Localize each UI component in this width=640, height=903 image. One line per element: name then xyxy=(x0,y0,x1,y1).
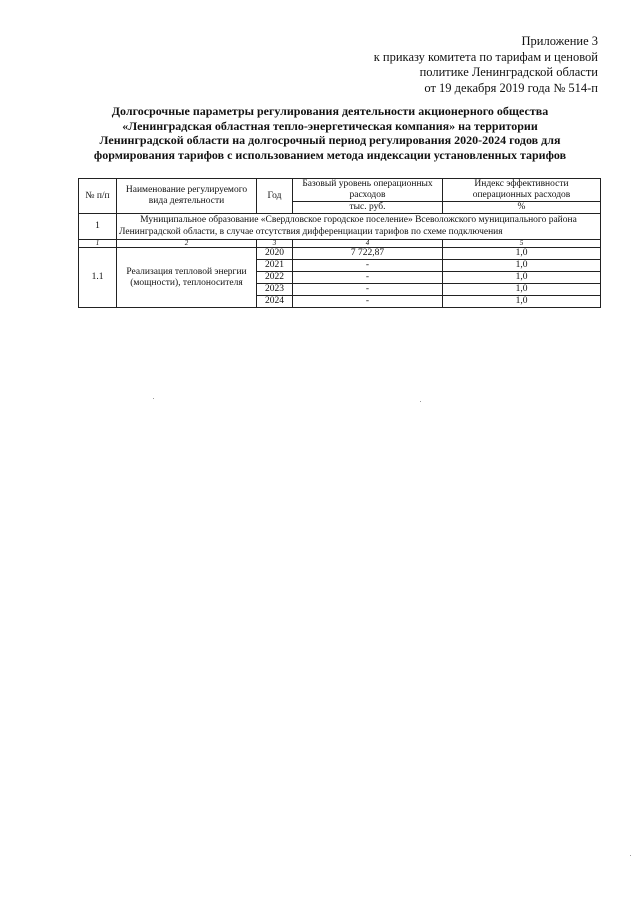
title-line: «Ленинградская областная тепло-энергетическая компания» на территории xyxy=(122,118,538,133)
efficiency-index-cell: 1,0 xyxy=(443,284,601,296)
efficiency-index-cell: 1,0 xyxy=(443,248,601,260)
header-year: Год xyxy=(257,179,293,214)
column-number: 3 xyxy=(257,240,293,248)
base-level-cell: - xyxy=(293,296,443,308)
appendix-line: к приказу комитета по тарифам и ценовой xyxy=(373,49,598,64)
municipality-text: Муниципальное образование «Свердловское городское поселение» Всеволожского муниципального района Ленинградской области, в случае отсутствия дифференциации тарифов по схеме подключения xyxy=(117,214,601,240)
base-level-cell: - xyxy=(293,272,443,284)
municipality-num: 1 xyxy=(79,214,117,240)
year-cell: 2024 xyxy=(257,296,293,308)
base-level-cell: - xyxy=(293,260,443,272)
column-number: 5 xyxy=(443,240,601,248)
title-line: Ленинградской области на долгосрочный период регулирования 2020-2024 годов для xyxy=(99,133,561,148)
header-num: № п/п xyxy=(79,179,117,214)
appendix-line: политике Ленинградской области xyxy=(419,65,598,79)
municipality-row xyxy=(79,214,601,240)
document-title xyxy=(60,104,600,162)
year-cell: 2020 xyxy=(257,248,293,260)
title-line: Долгосрочные параметры регулирования деятельности акционерного общества xyxy=(111,104,549,118)
column-number: 1 xyxy=(79,240,117,248)
unit-efficiency-index: % xyxy=(443,202,601,214)
table-row xyxy=(79,248,601,260)
scan-speck xyxy=(420,401,421,402)
efficiency-index-cell: 1,0 xyxy=(443,296,601,308)
year-cell: 2023 xyxy=(257,284,293,296)
appendix-note xyxy=(308,34,598,96)
base-level-cell: 7 722,87 xyxy=(293,248,443,260)
column-number: 2 xyxy=(117,240,257,248)
column-numbers-row xyxy=(79,240,601,248)
appendix-line: Приложение 3 xyxy=(521,34,598,48)
scan-speck xyxy=(153,398,154,399)
column-number: 4 xyxy=(293,240,443,248)
year-cell: 2022 xyxy=(257,272,293,284)
header-activity: Наименование регулируемого вида деятельности xyxy=(117,179,257,214)
header-row xyxy=(79,179,601,202)
efficiency-index-cell: 1,0 xyxy=(443,260,601,272)
year-cell: 2021 xyxy=(257,260,293,272)
title-line: формирования тарифов с использованием метода индексации установленных тарифов xyxy=(93,147,567,162)
parameters-table xyxy=(78,178,601,308)
unit-base-level: тыс. руб. xyxy=(293,202,443,214)
header-efficiency-index: Индекс эффективности операционных расходов xyxy=(443,179,601,202)
item-activity: Реализация тепловой энергии (мощности), теплоносителя xyxy=(117,248,257,308)
efficiency-index-cell: 1,0 xyxy=(443,272,601,284)
item-num: 1.1 xyxy=(79,248,117,308)
header-base-level: Базовый уровень операционных расходов xyxy=(293,179,443,202)
base-level-cell: - xyxy=(293,284,443,296)
appendix-line: от 19 декабря 2019 года № 514-п xyxy=(424,80,598,95)
scan-speck xyxy=(630,855,631,856)
